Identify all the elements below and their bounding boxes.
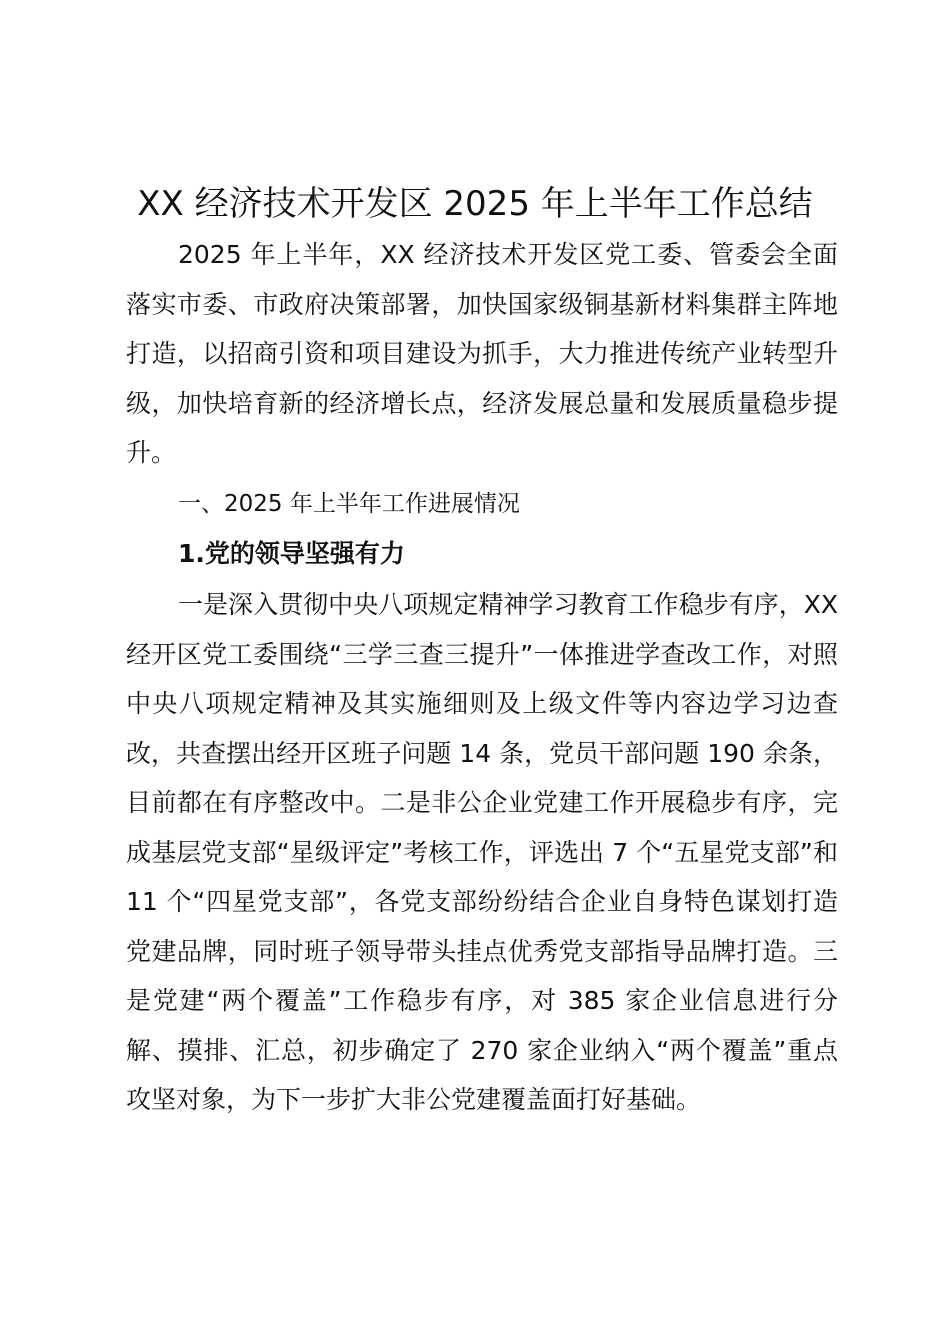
section-heading: 一、2025 年上半年工作进展情况 bbox=[178, 491, 520, 517]
intro-paragraph: 2025 年上半年，XX 经济技术开发区党工委、管委会全面落实市委、市政府决策部署，加快国家级铜基新材料集群主阵地打造，以招商引资和项目建设为抓手，大力推进传统产业转型升级，加快培育新的经济增长点，经济发展总量和发展质量稳步提升。 bbox=[126, 240, 838, 467]
document-title: XX 经济技术开发区 2025 年上半年工作总结 bbox=[137, 184, 813, 224]
subsection-heading: 1.党的领导坚强有力 bbox=[178, 539, 405, 568]
subsection-paragraph: 一是深入贯彻中央八项规定精神学习教育工作稳步有序，XX 经开区党工委围绕“三学三查三提升”一体推进学查改工作，对照中央八项规定精神及其实施细则及上级文件等内容边学习边查改，共查摆出经开区班子问题 14 条，党员干部问题 190 余条，目前都在有序整改中。二是非公企业党建工作开展稳步有序，完成基层党支部“星级评定”考核工作，评选出 7 个“五星党支部”和 11 个“四星党支部”，各党支部纷纷结合企业自身特色谋划打造党建品牌，同时班子领导带头挂点优秀党支部指导品牌打造。三是党建“两个覆盖”工作稳步有序，对 385 家企业信息进行分解、摸排、汇总，初步确定了 270 家企业纳入“两个覆盖”重点攻坚对象，为下一步扩大非公党建覆盖面打好基础。 bbox=[126, 590, 838, 1114]
